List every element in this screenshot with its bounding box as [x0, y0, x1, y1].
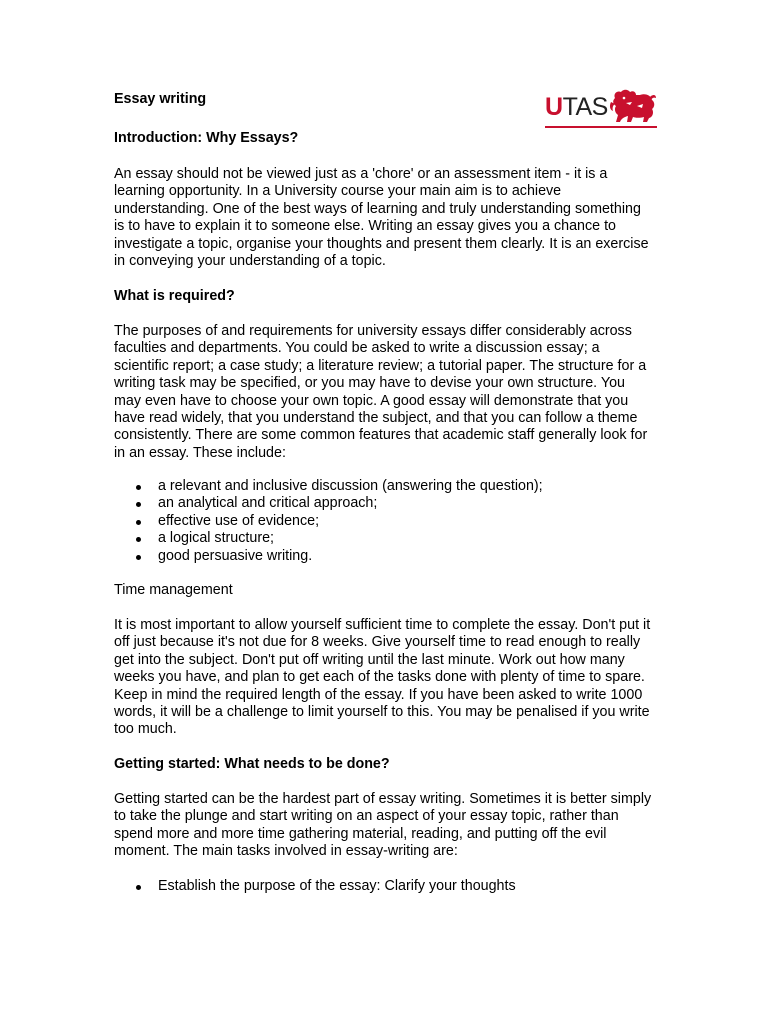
list-item: effective use of evidence; — [114, 513, 654, 530]
intro-heading: Introduction: Why Essays? — [114, 130, 299, 146]
started-heading: Getting started: What needs to be done? — [114, 756, 390, 772]
logo-underline — [545, 126, 657, 128]
tasks-list — [114, 878, 654, 895]
time-heading: Time management — [114, 582, 233, 598]
required-heading: What is required? — [114, 288, 235, 304]
time-paragraph: It is most important to allow yourself sufficient time to complete the essay. Don't put it off just because it's not due for 8 weeks. Give yourself time to read enough to really get into the subject. Don't put off writing until the last minute. Work out how many weeks you have, and plan to get each of the tasks done with plenty of time to spare. Keep in mind the required length of the essay. If you have been asked to write 1000 words, it will be a challenge to limit yourself to this. You may be penalised if you write too much. — [114, 617, 651, 738]
logo-letters-tas: TAS — [562, 93, 608, 121]
started-paragraph: Getting started can be the hardest part of essay writing. Sometimes it is better simply to take the plunge and start writing on an aspect of your essay topic, rather than spend more and more time gathering material, reading, and putting off the evil moment. The main tasks involved in essay-writing are: — [114, 791, 652, 860]
list-item: a relevant and inclusive discussion (answering the question); — [114, 478, 654, 495]
list-item: an analytical and critical approach; — [114, 495, 654, 512]
page-title: Essay writing — [114, 91, 207, 107]
intro-paragraph: An essay should not be viewed just as a 'chore' or an assessment item - it is a learning opportunity. In a University course your main aim is to achieve understanding. One of the best ways of learning and truly understanding something is to have to explain it to someone else. Writing an essay gives you a chance to investigate a topic, organise your thoughts and present them clearly. It is an exercise in conveying your understanding of a topic. — [114, 166, 649, 270]
required-paragraph: The purposes of and requirements for university essays differ considerably across faculties and departments. You could be asked to write a discussion essay; a scientific report; a case study; a literature review; a tutorial paper. The structure for a writing task may be specified, or you may have to devise your own structure. You may even have to choose your own topic. A good essay will demonstrate that you have read widely, that you understand the subject, and that you can follow a theme consistently. There are some common features that academic staff generally look for in an essay. These include: — [114, 323, 648, 461]
list-item: a logical structure; — [114, 530, 654, 547]
logo-letter-u: U — [545, 93, 563, 121]
features-list — [114, 478, 654, 565]
list-item: Establish the purpose of the essay: Clarify your thoughts — [114, 878, 654, 895]
list-item: good persuasive writing. — [114, 548, 654, 565]
